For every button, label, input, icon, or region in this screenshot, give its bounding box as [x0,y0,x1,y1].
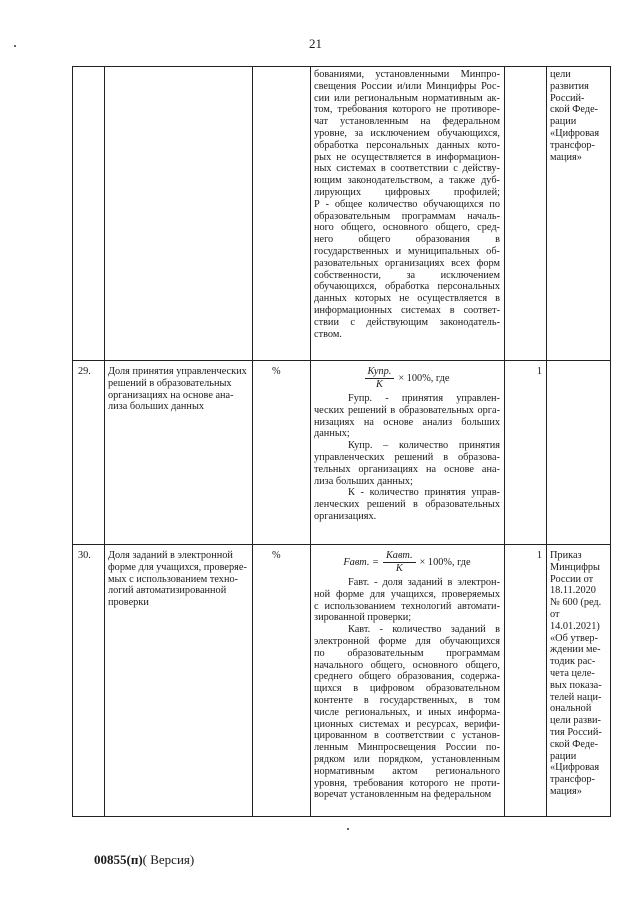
description-line: чат установленным на федеральном [314,116,500,128]
source-line: Минцифры [550,561,600,573]
unit-cell [272,69,306,358]
formula-denominator: К [395,563,403,574]
indicator-name-line: форме для учащихся, проверяе- [108,561,247,573]
description-line: электронной форме для обучающихся [314,635,500,647]
formula [314,550,500,575]
calculation-method [314,550,500,814]
source-line: Россий- [550,92,585,104]
description-line: ствии с действующим законодатель- [314,316,500,328]
source-line: ональной [550,703,592,715]
description-line: цированном в соответствии с установ- [314,730,500,742]
description-line: ством. [314,328,342,340]
table-rule [72,816,611,817]
source-line: рации [550,116,577,128]
indicator-name [108,550,250,814]
description-line: ческих решений в образовательных орга- [314,404,500,416]
description-line: ционных системах и ресурсах, верифи- [314,718,500,730]
description-line: Fупр. - принятия управлен- [348,393,500,404]
footer [94,852,194,867]
source-line: «Об утвер- [550,632,598,644]
description-line: уровня, требования которого не проти- [314,777,500,789]
source-line: телей наци- [550,691,602,703]
description-line: рядком или порядком, установленным [314,753,500,765]
description-line: низациях на основе анализ больших [314,416,500,428]
source-line: мация» [550,785,582,797]
source-line: «Цифровая [550,762,600,774]
description-line: Р - общее количество обучающихся по [314,198,500,210]
source-line: № 600 (ред. [550,597,602,609]
source-line: вых показа- [550,679,602,691]
description-line: разовательных организациях всех форм [314,257,500,269]
version-label: ( Версия) [142,852,195,867]
description-line: государственных и муниципальных об- [314,245,500,257]
description-line: по образовательным программам [314,647,500,659]
table-rule [310,66,311,817]
description-line: нормативным актом регионального [314,765,500,777]
weight-cell: 1 [536,366,542,377]
table-rule [546,66,547,817]
unit-cell: % [272,366,281,377]
formula-denominator: К [376,379,383,390]
source-line: 14.01.2021) [550,620,600,632]
table-rule [104,66,105,817]
table-rule [72,66,611,67]
description-line: бованиями, установленными Минпро- [314,69,500,80]
description-line: числе региональных, и иных информа- [314,706,500,718]
description-line: образовательным программам началь- [314,210,500,222]
formula-numerator: Кавт. [383,550,416,563]
description-line: начального общего, основного общего, [314,659,500,671]
weight-cell: 1 [536,550,542,561]
source-line: чета целе- [550,667,595,679]
description-line: лирующих цифровых профилей; [314,186,500,198]
source-line: цели развития [550,69,589,92]
formula-numerator: Купр. [365,366,395,379]
source-line: тодик рас- [550,656,596,668]
source-line: 18.11.2020 [550,585,596,597]
table-rule [610,66,611,817]
source-line: тия Россий- [550,726,602,738]
source-line: рации [550,750,577,762]
source-line: мация» [550,151,582,163]
table-rule [252,66,253,817]
description-line: обучающихся, обработка персональных [314,281,500,293]
indicator-name-line: лиза больших данных [108,401,205,413]
source-document [550,366,608,542]
unit-cell: % [272,550,281,561]
description-line: ной форме для учащихся, проверяемых [314,588,500,600]
description-line: данных которых не осуществляется в [314,293,500,305]
description-line: рых не осуществляется в информацион- [314,151,500,163]
description-line: информационных системах в соответ- [314,304,500,316]
description-line: свещения России и/или Минцифры Рос- [314,80,500,92]
source-line: трансфор- [550,774,595,786]
formula-rhs: × 100%, где [419,556,471,568]
source-line: ждении ме- [550,644,601,656]
description-line: ного общего, основного общего, сред- [314,222,500,234]
table-rule [72,544,611,545]
description-line: ющим законодательством, а также дуб- [314,175,500,187]
row-number [78,69,102,358]
indicator-name [108,69,250,358]
source-line: России от [550,573,594,585]
description-line: управленческих решений в образова- [314,451,500,463]
source-line: Приказ [550,550,582,561]
description-line: ленным Минпросвещения России по- [314,742,500,754]
table-rule [72,66,73,817]
indicator-name-line: мых с использованием техно- [108,573,239,585]
description-line: Купр. – количество принятия [348,440,500,452]
description-line: среднего общего образования, содержа- [314,671,500,683]
calculation-method [314,366,500,542]
indicator-name-line: проверки [108,597,149,609]
description-line: с использованием технологий автомати- [314,600,500,612]
source-line: «Цифровая [550,127,600,139]
description-line: собственности, за исключением [314,269,500,281]
description-line: лиза больших данных; [314,475,413,487]
description-line: зированной проверки; [314,612,412,624]
indicator-name [108,366,250,542]
source-document [550,69,608,358]
description-line: К - количество принятия управ- [348,487,500,499]
row-number: 30. [78,550,91,561]
indicator-name-line: организациях на основе ана- [108,389,234,401]
description-line: ленческих решений в образовательных [314,499,500,511]
indicator-name-line: Доля принятия управленческих [108,366,247,377]
formula-lhs: Fавт. = [343,556,379,568]
description-line: него общего образования в [314,234,500,246]
table-rule [504,66,505,817]
table-rule [72,360,611,361]
indicator-table [72,66,611,817]
source-line: от [550,608,560,620]
description-line: обработка персональных данных кото- [314,139,500,151]
description-line: Fавт. - доля заданий в электрон- [348,577,500,588]
weight-cell [508,69,542,358]
row-number: 29. [78,366,91,377]
formula-fraction [365,366,395,391]
source-line: ской Феде- [550,738,599,750]
formula-rhs: × 100%, где [398,372,450,384]
source-document [550,550,608,814]
description-line: данных; [314,428,350,440]
description-line: уровне, за исключением обучающихся, [314,127,500,139]
description-line: том, требования которого не противоре- [314,104,500,116]
document-code: 00855(п) [94,852,143,867]
description-line: контенте в государственных, в том [314,694,500,706]
page-number: 21 [309,36,322,51]
description-line: щихся в цифровом образовательном [314,683,500,695]
indicator-name-line: решений в образовательных [108,377,232,389]
description-line: организациях. [314,510,377,522]
source-line: цели разви- [550,715,601,727]
description-line: воречат установленным на федеральном [314,789,492,801]
indicator-name-line: логий автоматизированной [108,585,227,597]
description-line: Кавт. - количество заданий в [348,624,500,636]
indicator-name-line: Доля заданий в электронной [108,550,233,561]
scan-speck [14,45,16,47]
formula-fraction [383,550,416,575]
description-line: ных системах в соответствии с действу- [314,163,500,175]
scan-speck [347,828,349,830]
source-line: ской Феде- [550,104,599,116]
description-line: тельных организациях на основе ана- [314,463,500,475]
formula [314,366,500,391]
description-line: сии или региональным нормативным ак- [314,92,500,104]
calculation-method [314,69,500,358]
source-line: трансфор- [550,139,595,151]
